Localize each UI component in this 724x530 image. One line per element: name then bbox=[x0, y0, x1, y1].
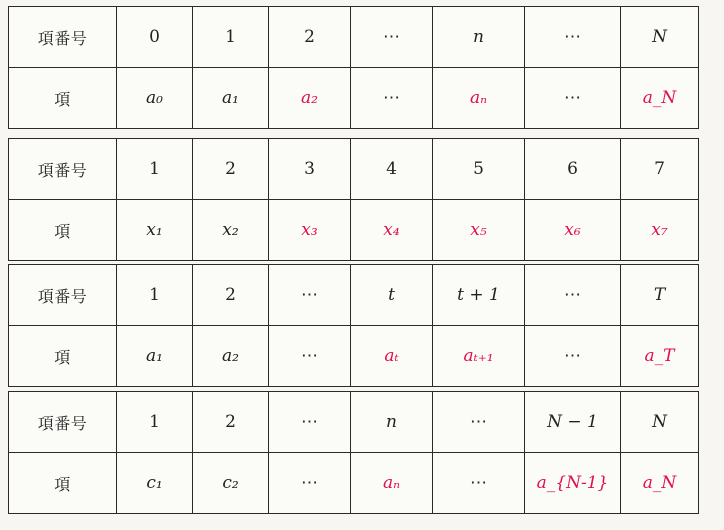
term-cell: a₁ bbox=[117, 326, 193, 387]
index-label: 項番号 bbox=[9, 7, 117, 68]
index-cell: ⋯ bbox=[269, 265, 351, 326]
index-cell: 7 bbox=[621, 139, 699, 200]
index-cell: T bbox=[621, 265, 699, 326]
index-cell: 1 bbox=[193, 7, 269, 68]
term-label: 項 bbox=[9, 68, 117, 129]
term-cell: ⋯ bbox=[433, 453, 525, 514]
index-row bbox=[9, 392, 699, 453]
term-cell: ⋯ bbox=[269, 453, 351, 514]
handwritten-term-cell: aₙ bbox=[433, 68, 525, 129]
handwritten-term-cell: x₆ bbox=[525, 200, 621, 261]
term-row bbox=[9, 326, 699, 387]
sequence-table-4 bbox=[8, 391, 699, 514]
index-label: 項番号 bbox=[9, 392, 117, 453]
index-cell: 6 bbox=[525, 139, 621, 200]
index-label: 項番号 bbox=[9, 265, 117, 326]
index-cell: N bbox=[621, 7, 699, 68]
index-cell: 5 bbox=[433, 139, 525, 200]
handwritten-term-cell: x₃ bbox=[269, 200, 351, 261]
index-cell: n bbox=[351, 392, 433, 453]
term-row bbox=[9, 453, 699, 514]
term-cell: x₁ bbox=[117, 200, 193, 261]
index-cell: 1 bbox=[117, 265, 193, 326]
handwritten-term-cell: aₙ bbox=[351, 453, 433, 514]
index-cell: 2 bbox=[193, 139, 269, 200]
index-cell: n bbox=[433, 7, 525, 68]
index-cell: N bbox=[621, 392, 699, 453]
index-cell: t + 1 bbox=[433, 265, 525, 326]
term-cell: ⋯ bbox=[525, 326, 621, 387]
index-cell: ⋯ bbox=[525, 7, 621, 68]
handwritten-term-cell: a_{N-1} bbox=[525, 453, 621, 514]
sequence-table-2 bbox=[8, 138, 699, 261]
index-cell: 2 bbox=[193, 392, 269, 453]
index-cell: t bbox=[351, 265, 433, 326]
handwritten-term-cell: a_T bbox=[621, 326, 699, 387]
term-label: 項 bbox=[9, 453, 117, 514]
handwritten-term-cell: a_N bbox=[621, 68, 699, 129]
handwritten-term-cell: a₂ bbox=[269, 68, 351, 129]
index-row bbox=[9, 265, 699, 326]
index-cell: ⋯ bbox=[433, 392, 525, 453]
term-cell: a₀ bbox=[117, 68, 193, 129]
index-cell: 2 bbox=[193, 265, 269, 326]
term-row bbox=[9, 68, 699, 129]
index-cell: 2 bbox=[269, 7, 351, 68]
handwritten-term-cell: x₄ bbox=[351, 200, 433, 261]
index-cell: 1 bbox=[117, 139, 193, 200]
term-cell: a₁ bbox=[193, 68, 269, 129]
term-label: 項 bbox=[9, 326, 117, 387]
index-row bbox=[9, 7, 699, 68]
index-cell: ⋯ bbox=[525, 265, 621, 326]
handwritten-term-cell: x₅ bbox=[433, 200, 525, 261]
handwritten-term-cell: a_N bbox=[621, 453, 699, 514]
index-cell: 4 bbox=[351, 139, 433, 200]
term-cell: ⋯ bbox=[351, 68, 433, 129]
sequence-table-1 bbox=[8, 6, 699, 129]
term-cell: c₂ bbox=[193, 453, 269, 514]
term-row bbox=[9, 200, 699, 261]
term-cell: ⋯ bbox=[525, 68, 621, 129]
index-cell: N − 1 bbox=[525, 392, 621, 453]
index-cell: ⋯ bbox=[351, 7, 433, 68]
index-cell: ⋯ bbox=[269, 392, 351, 453]
index-cell: 3 bbox=[269, 139, 351, 200]
handwritten-term-cell: aₜ bbox=[351, 326, 433, 387]
term-cell: ⋯ bbox=[269, 326, 351, 387]
index-label: 項番号 bbox=[9, 139, 117, 200]
term-cell: c₁ bbox=[117, 453, 193, 514]
index-cell: 0 bbox=[117, 7, 193, 68]
sequence-table-3 bbox=[8, 264, 699, 387]
index-cell: 1 bbox=[117, 392, 193, 453]
term-cell: x₂ bbox=[193, 200, 269, 261]
term-cell: a₂ bbox=[193, 326, 269, 387]
term-label: 項 bbox=[9, 200, 117, 261]
handwritten-term-cell: x₇ bbox=[621, 200, 699, 261]
handwritten-term-cell: aₜ₊₁ bbox=[433, 326, 525, 387]
index-row bbox=[9, 139, 699, 200]
